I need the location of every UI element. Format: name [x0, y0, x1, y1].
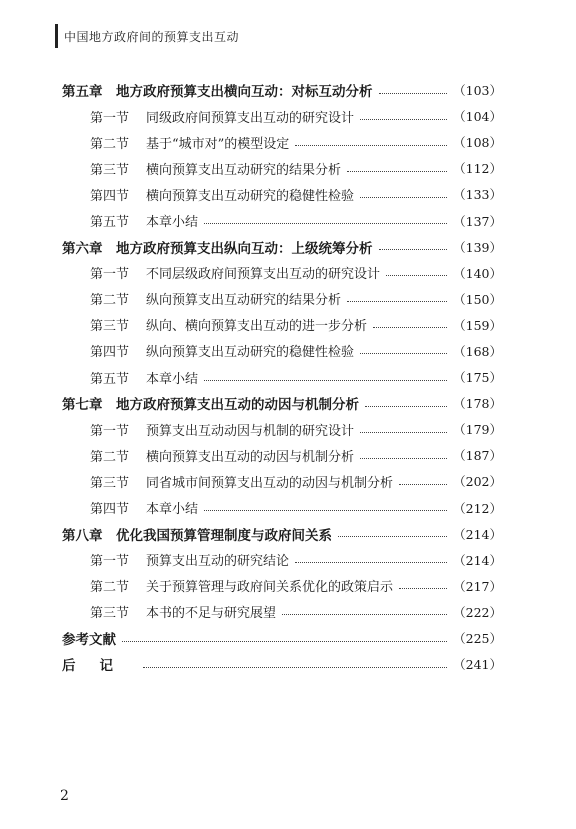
dot-leader	[204, 380, 447, 381]
dot-leader	[399, 484, 447, 485]
toc-entry-title: 纵向预算支出互动研究的结果分析	[146, 293, 342, 309]
toc-entry-title: 关于预算管理与政府间关系优化的政策启示	[146, 580, 394, 596]
dot-leader	[295, 145, 447, 146]
toc-entry-title: 本书的不足与研究展望	[146, 606, 277, 622]
toc-section-entry	[62, 599, 502, 625]
toc-section-entry	[62, 495, 502, 521]
toc-entry-page: （137）	[453, 213, 502, 229]
toc-entry-title: 参考文献	[62, 632, 116, 649]
running-header-title: 中国地方政府间的预算支出互动	[64, 29, 240, 44]
table-of-contents	[62, 77, 502, 677]
toc-entry-number: 第六章	[62, 240, 103, 257]
toc-section-entry	[62, 129, 502, 155]
running-header	[55, 24, 239, 48]
toc-entry-number: 第二节	[90, 293, 130, 309]
dot-leader	[204, 510, 447, 511]
toc-entry-number: 第二节	[90, 580, 130, 596]
dot-leader	[360, 432, 447, 433]
toc-entry-number: 第八章	[62, 527, 103, 544]
toc-entry-page: （225）	[453, 631, 502, 647]
toc-entry-number: 第五章	[62, 84, 103, 101]
dot-leader	[143, 667, 447, 668]
toc-section-entry	[62, 442, 502, 468]
dot-leader	[295, 562, 447, 563]
toc-entry-number: 第四节	[90, 345, 130, 361]
toc-entry-title: 同级政府间预算支出互动的研究设计	[146, 110, 355, 126]
toc-entry-title: 本章小结	[146, 502, 199, 518]
toc-entry-number: 第一节	[90, 554, 130, 570]
toc-entry-page: （133）	[453, 187, 502, 203]
toc-entry-page: （179）	[453, 422, 502, 438]
toc-entry-page: （150）	[453, 291, 502, 307]
toc-entry-page: （187）	[453, 448, 502, 464]
toc-entry-title: 基于“城市对”的模型设定	[146, 136, 290, 152]
toc-entry-number: 第一节	[90, 110, 130, 126]
toc-entry-page: （178）	[453, 396, 502, 412]
toc-section-entry	[62, 286, 502, 312]
toc-entry-page: （140）	[453, 265, 502, 281]
toc-backmatter-entry	[62, 651, 502, 677]
dot-leader	[386, 275, 447, 276]
dot-leader	[360, 458, 447, 459]
toc-entry-title: 地方政府预算支出纵向互动：上级统筹分析	[116, 240, 373, 257]
toc-section-entry	[62, 416, 502, 442]
toc-entry-title: 地方政府预算支出横向互动：对标互动分析	[116, 84, 373, 101]
toc-entry-page: （202）	[453, 474, 502, 490]
toc-entry-number: 第四节	[90, 188, 130, 204]
toc-section-entry	[62, 547, 502, 573]
dot-leader	[347, 171, 447, 172]
toc-entry-title: 横向预算支出互动的动因与机制分析	[146, 449, 355, 465]
toc-entry-page: （217）	[453, 578, 502, 594]
toc-section-entry	[62, 207, 502, 233]
toc-entry-number: 第七章	[62, 397, 103, 414]
toc-entry-page: （222）	[453, 604, 502, 620]
dot-leader	[379, 93, 448, 94]
toc-entry-page: （112）	[453, 161, 502, 177]
toc-entry-number: 第四节	[90, 502, 130, 518]
toc-section-entry	[62, 573, 502, 599]
toc-entry-page: （168）	[453, 343, 502, 359]
toc-entry-number: 第一节	[90, 423, 130, 439]
toc-entry-title: 后记	[62, 658, 137, 675]
toc-entry-title: 优化我国预算管理制度与政府间关系	[116, 527, 332, 544]
toc-backmatter-entry	[62, 625, 502, 651]
toc-entry-title: 纵向预算支出互动研究的稳健性检验	[146, 345, 355, 361]
toc-entry-page: （139）	[453, 239, 502, 255]
toc-section-entry	[62, 468, 502, 494]
toc-chapter-entry	[62, 77, 502, 103]
toc-chapter-entry	[62, 390, 502, 416]
toc-entry-title: 纵向、横向预算支出互动的进一步分析	[146, 319, 368, 335]
toc-entry-page: （108）	[453, 135, 502, 151]
toc-entry-number: 第二节	[90, 449, 130, 465]
toc-chapter-entry	[62, 234, 502, 260]
toc-section-entry	[62, 181, 502, 207]
toc-chapter-entry	[62, 521, 502, 547]
dot-leader	[373, 327, 447, 328]
toc-entry-number: 第二节	[90, 136, 130, 152]
toc-entry-number: 第三节	[90, 319, 130, 335]
dot-leader	[282, 614, 447, 615]
dot-leader	[338, 536, 447, 537]
dot-leader	[347, 301, 447, 302]
toc-section-entry	[62, 338, 502, 364]
toc-entry-title: 本章小结	[146, 215, 199, 231]
toc-entry-title: 不同层级政府间预算支出互动的研究设计	[146, 267, 381, 283]
toc-entry-number: 第三节	[90, 606, 130, 622]
dot-leader	[379, 249, 448, 250]
toc-entry-page: （212）	[453, 500, 502, 516]
toc-entry-title: 地方政府预算支出互动的动因与机制分析	[116, 397, 359, 414]
toc-entry-page: （104）	[453, 109, 502, 125]
toc-entry-page: （175）	[453, 370, 502, 386]
dot-leader	[204, 223, 447, 224]
toc-entry-title: 预算支出互动动因与机制的研究设计	[146, 423, 355, 439]
toc-entry-number: 第五节	[90, 215, 130, 231]
dot-leader	[122, 641, 447, 642]
header-rule	[55, 24, 58, 48]
toc-section-entry	[62, 155, 502, 181]
toc-section-entry	[62, 260, 502, 286]
toc-section-entry	[62, 364, 502, 390]
toc-entry-title: 横向预算支出互动研究的结果分析	[146, 162, 342, 178]
toc-entry-page: （241）	[453, 657, 502, 673]
toc-entry-number: 第三节	[90, 162, 130, 178]
toc-entry-title: 本章小结	[146, 371, 199, 387]
dot-leader	[399, 588, 447, 589]
toc-section-entry	[62, 103, 502, 129]
toc-entry-title: 预算支出互动的研究结论	[146, 554, 290, 570]
toc-entry-number: 第五节	[90, 371, 130, 387]
toc-entry-page: （103）	[453, 83, 502, 99]
toc-section-entry	[62, 312, 502, 338]
toc-entry-title: 横向预算支出互动研究的稳健性检验	[146, 188, 355, 204]
toc-entry-number: 第一节	[90, 267, 130, 283]
toc-entry-page: （214）	[453, 526, 502, 542]
dot-leader	[360, 197, 447, 198]
dot-leader	[360, 119, 447, 120]
toc-entry-number: 第三节	[90, 475, 130, 491]
toc-entry-page: （214）	[453, 552, 502, 568]
toc-entry-page: （159）	[453, 317, 502, 333]
dot-leader	[360, 353, 447, 354]
toc-entry-title: 同省城市间预算支出互动的动因与机制分析	[146, 475, 394, 491]
page-number: 2	[60, 788, 69, 804]
dot-leader	[365, 406, 447, 407]
